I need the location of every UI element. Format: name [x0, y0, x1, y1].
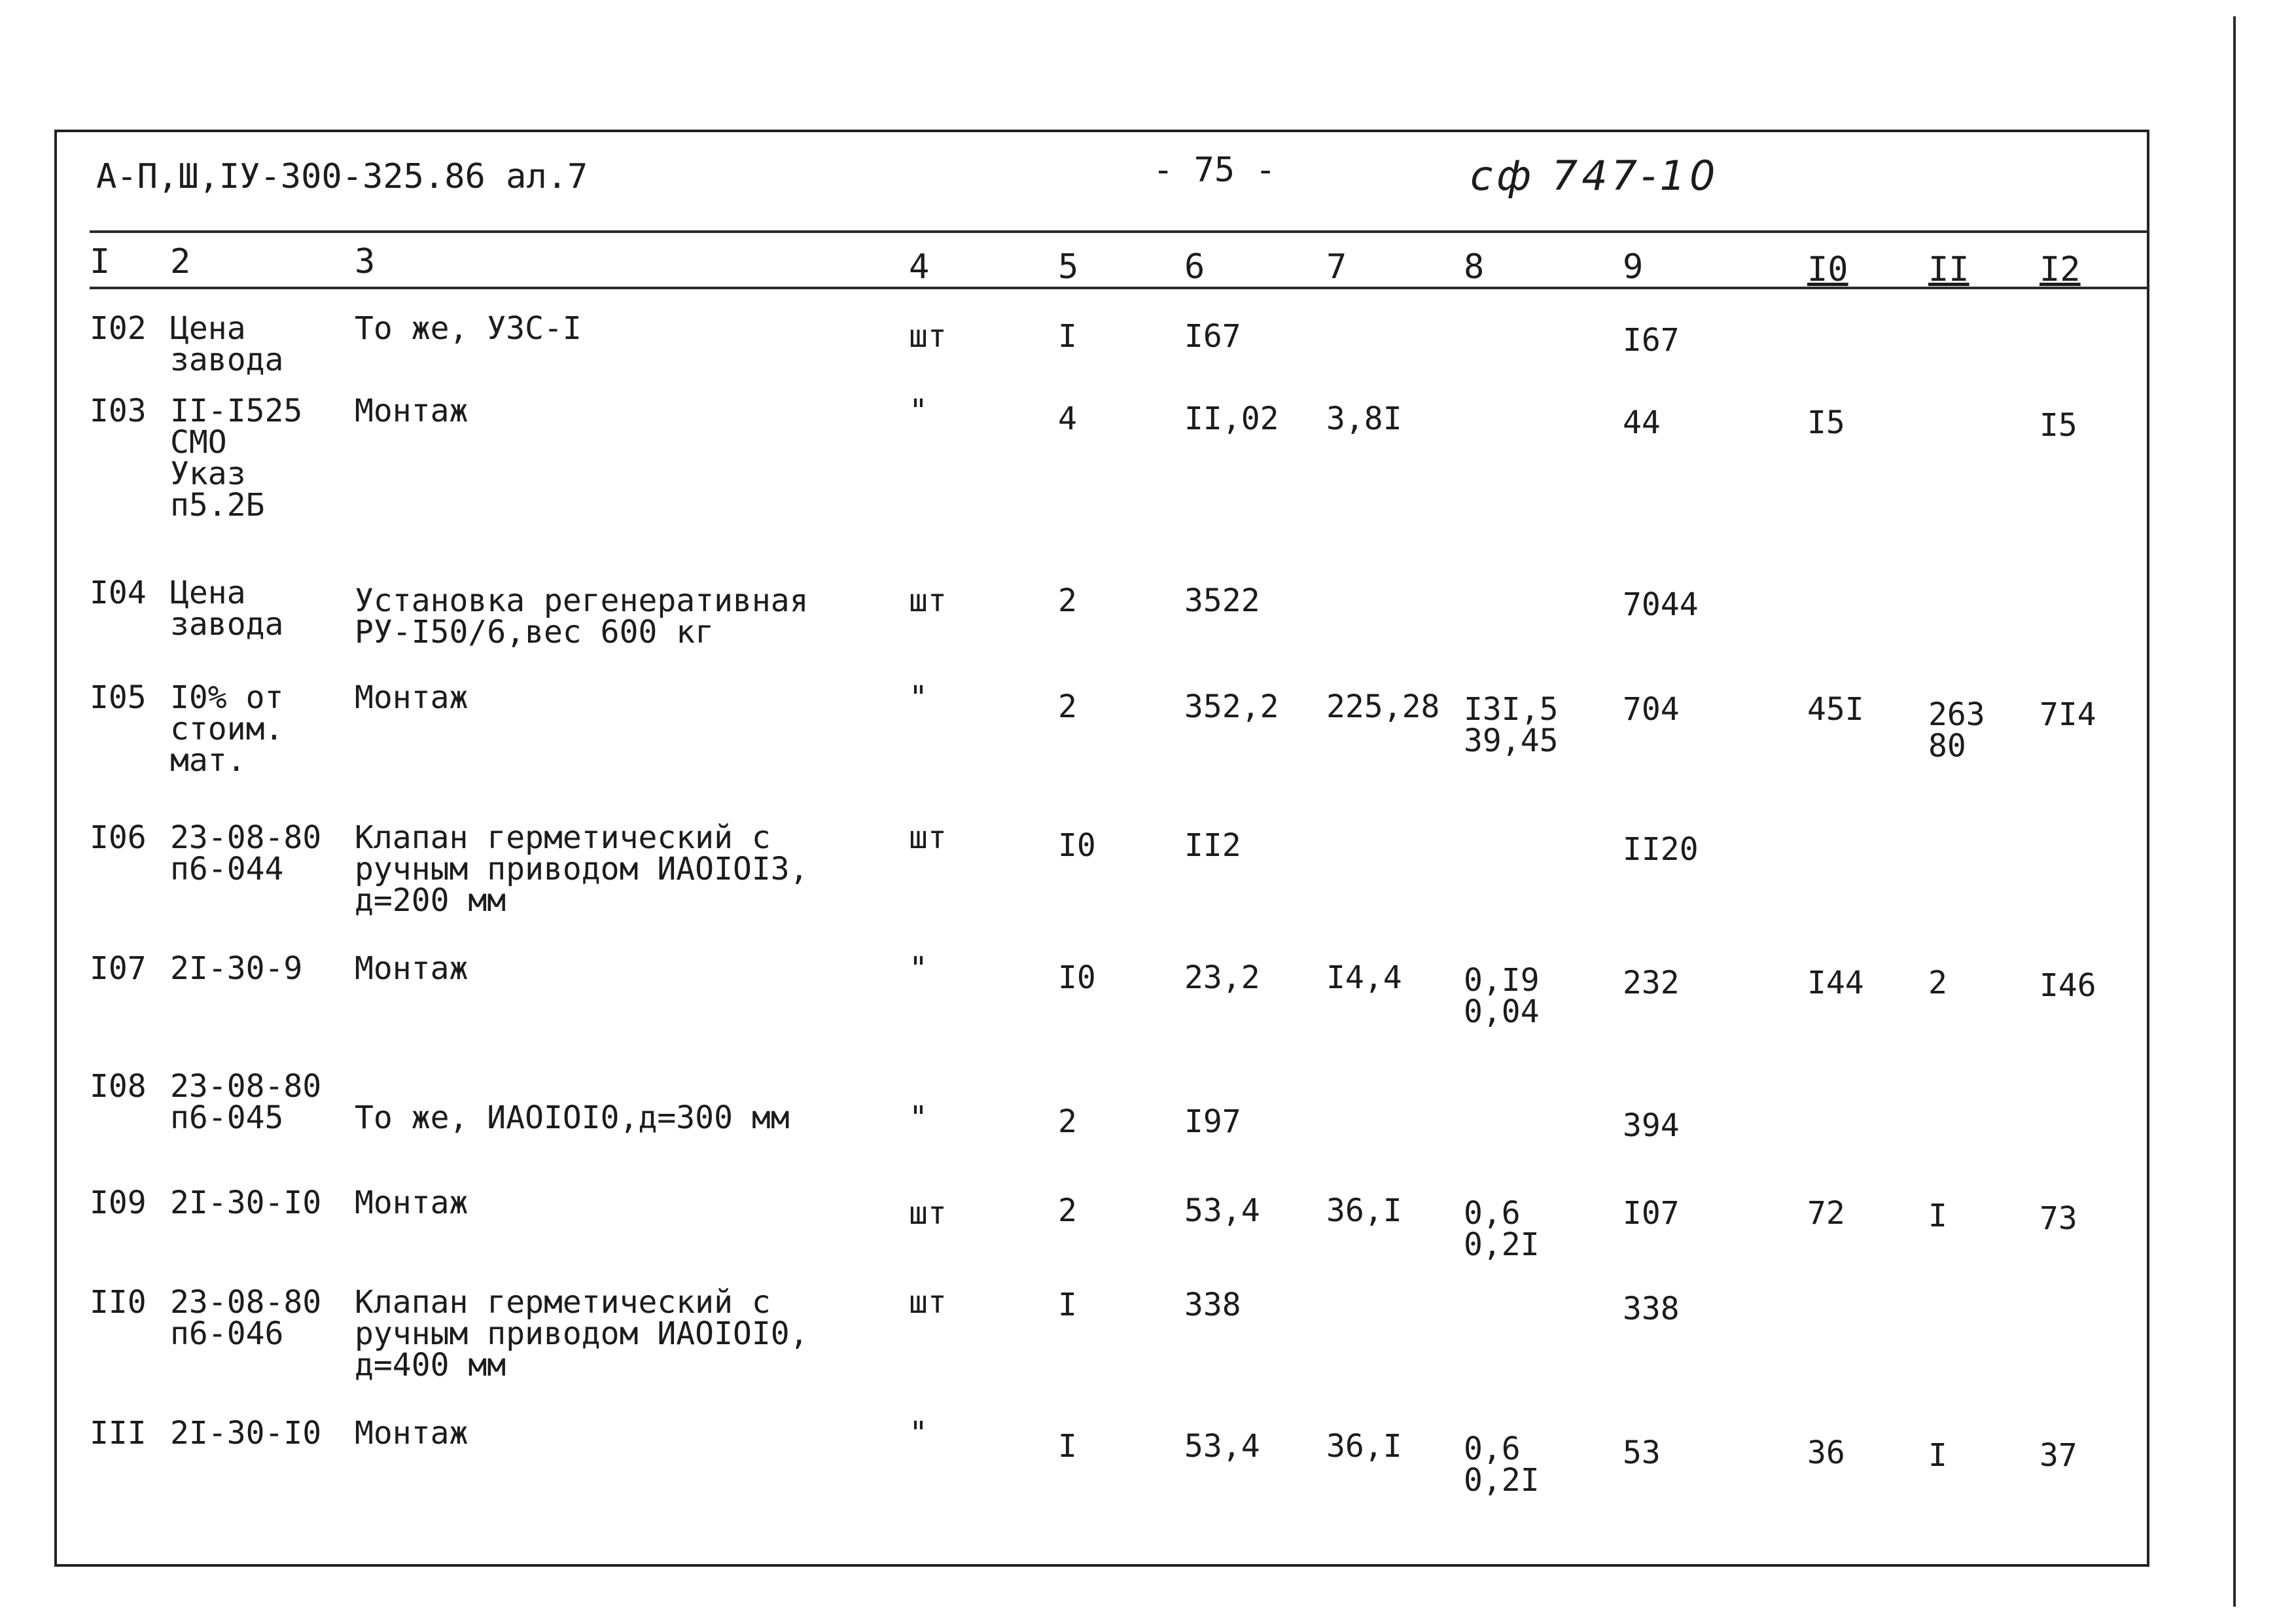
row-col6: I97 — [1184, 1103, 1241, 1140]
row-col10: 45I — [1807, 691, 1864, 728]
row-name: Монтаж — [355, 679, 468, 716]
row-unit: " — [909, 1099, 928, 1136]
row-qty: I — [1058, 318, 1077, 355]
row-unit: шт — [909, 1284, 947, 1321]
row-number: I04 — [90, 575, 147, 611]
row-qty: 2 — [1058, 1103, 1077, 1140]
row-col12: 7I4 — [2040, 696, 2096, 733]
row-qty: 2 — [1058, 1192, 1077, 1229]
row-code: I0% от стоим. мат. — [170, 679, 284, 779]
row-number: I02 — [90, 310, 147, 347]
row-name: То же, УЗС-I — [355, 310, 582, 347]
right-margin-line — [2233, 16, 2236, 1607]
row-col6: 53,4 — [1184, 1428, 1260, 1465]
row-number: I08 — [90, 1068, 147, 1105]
row-col9: 232 — [1623, 965, 1680, 1001]
row-col10: 72 — [1807, 1195, 1845, 1232]
row-col12: I5 — [2040, 407, 2077, 444]
row-col9: 394 — [1623, 1107, 1680, 1144]
row-name: Клапан герметический с ручным приводом ИАОIОI3, д=200 мм — [355, 819, 809, 919]
row-unit: шт — [909, 582, 947, 619]
row-name: Монтаж — [355, 393, 468, 429]
row-code: 23-08-80 п6-044 — [170, 819, 322, 887]
row-col6: 23,2 — [1184, 959, 1260, 996]
row-col11: I — [1928, 1437, 1947, 1474]
row-code: Цена завода — [170, 575, 284, 643]
row-unit: " — [909, 393, 928, 429]
row-col9: 53 — [1623, 1435, 1661, 1471]
row-col7: 36,I — [1326, 1192, 1402, 1229]
row-code: 23-08-80 п6-045 — [170, 1068, 322, 1136]
row-name: Монтаж — [355, 950, 468, 987]
col-number-2: 2 — [170, 242, 191, 281]
row-number: II0 — [90, 1284, 147, 1321]
row-code: II-I525 СМО Указ п5.2Б — [170, 393, 303, 524]
row-col10: I44 — [1807, 965, 1864, 1001]
row-qty: I0 — [1058, 959, 1096, 996]
row-qty: I — [1058, 1287, 1077, 1323]
row-qty: 2 — [1058, 688, 1077, 725]
row-code: 23-08-80 п6-046 — [170, 1284, 322, 1352]
row-col9: 7044 — [1623, 586, 1699, 623]
row-col6: II2 — [1184, 827, 1241, 864]
page-number: - 75 - — [1153, 151, 1276, 190]
handwritten-stamp: сф 747-10 — [1470, 152, 1720, 200]
row-name: Установка регенеративная РУ-I50/6,вес 600 кг — [355, 582, 809, 651]
row-col6: 53,4 — [1184, 1192, 1260, 1229]
row-col6: 338 — [1184, 1287, 1241, 1323]
col-number-5: 5 — [1058, 247, 1079, 287]
row-col10: 36 — [1807, 1435, 1845, 1471]
row-col8: 0,6 0,2I — [1464, 1195, 1540, 1263]
row-name: Монтаж — [355, 1415, 468, 1452]
row-col12: I46 — [2040, 967, 2096, 1004]
row-col6: I67 — [1184, 318, 1241, 355]
row-unit: " — [909, 950, 928, 987]
row-name: Монтаж — [355, 1185, 468, 1221]
row-col12: 73 — [2040, 1200, 2077, 1237]
row-col7: 36,I — [1326, 1428, 1402, 1465]
row-qty: 2 — [1058, 582, 1077, 619]
row-name: Клапан герметический с ручным приводом ИАОIОI0, д=400 мм — [355, 1284, 809, 1383]
document-code: А-П,Ш,IУ-300-325.86 ал.7 — [96, 157, 588, 196]
row-col6: 3522 — [1184, 582, 1260, 619]
row-number: III — [90, 1415, 147, 1452]
row-unit: шт — [909, 318, 947, 355]
row-col9: 338 — [1623, 1291, 1680, 1327]
row-col8: I3I,5 39,45 — [1464, 691, 1559, 759]
row-number: I05 — [90, 679, 147, 716]
row-col9: I07 — [1623, 1195, 1680, 1232]
header-rule-top — [90, 230, 2149, 233]
col-number-9: 9 — [1623, 247, 1644, 287]
col-number-6: 6 — [1184, 247, 1205, 287]
row-col9: I67 — [1623, 322, 1680, 359]
row-number: I03 — [90, 393, 147, 429]
row-col10: I5 — [1807, 404, 1845, 441]
row-number: I07 — [90, 950, 147, 987]
row-col7: I4,4 — [1326, 959, 1402, 996]
row-unit: шт — [909, 1195, 947, 1232]
row-qty: 4 — [1058, 401, 1077, 437]
col-number-10: I0 — [1807, 250, 1848, 289]
col-number-4: 4 — [909, 247, 930, 287]
col-number-12: I2 — [2040, 250, 2081, 289]
row-col8: 0,I9 0,04 — [1464, 962, 1540, 1030]
row-col11: 263 80 — [1928, 696, 1985, 764]
col-number-3: 3 — [355, 242, 376, 281]
row-col7: 3,8I — [1326, 401, 1402, 437]
row-col11: 2 — [1928, 965, 1947, 1001]
col-number-7: 7 — [1326, 247, 1347, 287]
row-col7: 225,28 — [1326, 688, 1440, 725]
col-number-11: II — [1928, 250, 1969, 289]
row-qty: I0 — [1058, 827, 1096, 864]
row-code: 2I-30-I0 — [170, 1185, 322, 1221]
row-col12: 37 — [2040, 1437, 2077, 1474]
row-code: 2I-30-9 — [170, 950, 303, 987]
row-col6: 352,2 — [1184, 688, 1279, 725]
row-unit: " — [909, 1415, 928, 1452]
row-name: То же, ИАОIОI0,д=300 мм — [355, 1099, 790, 1136]
row-unit: " — [909, 679, 928, 716]
row-qty: I — [1058, 1428, 1077, 1465]
row-col6: II,02 — [1184, 401, 1279, 437]
row-col11: I — [1928, 1198, 1947, 1234]
row-code: Цена завода — [170, 310, 284, 378]
col-number-1: I — [90, 242, 111, 281]
row-col9: 704 — [1623, 691, 1680, 728]
row-unit: шт — [909, 819, 947, 856]
row-code: 2I-30-I0 — [170, 1415, 322, 1452]
document-frame — [54, 130, 2149, 1567]
row-number: I06 — [90, 819, 147, 856]
row-col9: II20 — [1623, 831, 1699, 868]
row-col9: 44 — [1623, 404, 1661, 441]
row-col8: 0,6 0,2I — [1464, 1431, 1540, 1499]
col-number-8: 8 — [1464, 247, 1485, 287]
row-number: I09 — [90, 1185, 147, 1221]
